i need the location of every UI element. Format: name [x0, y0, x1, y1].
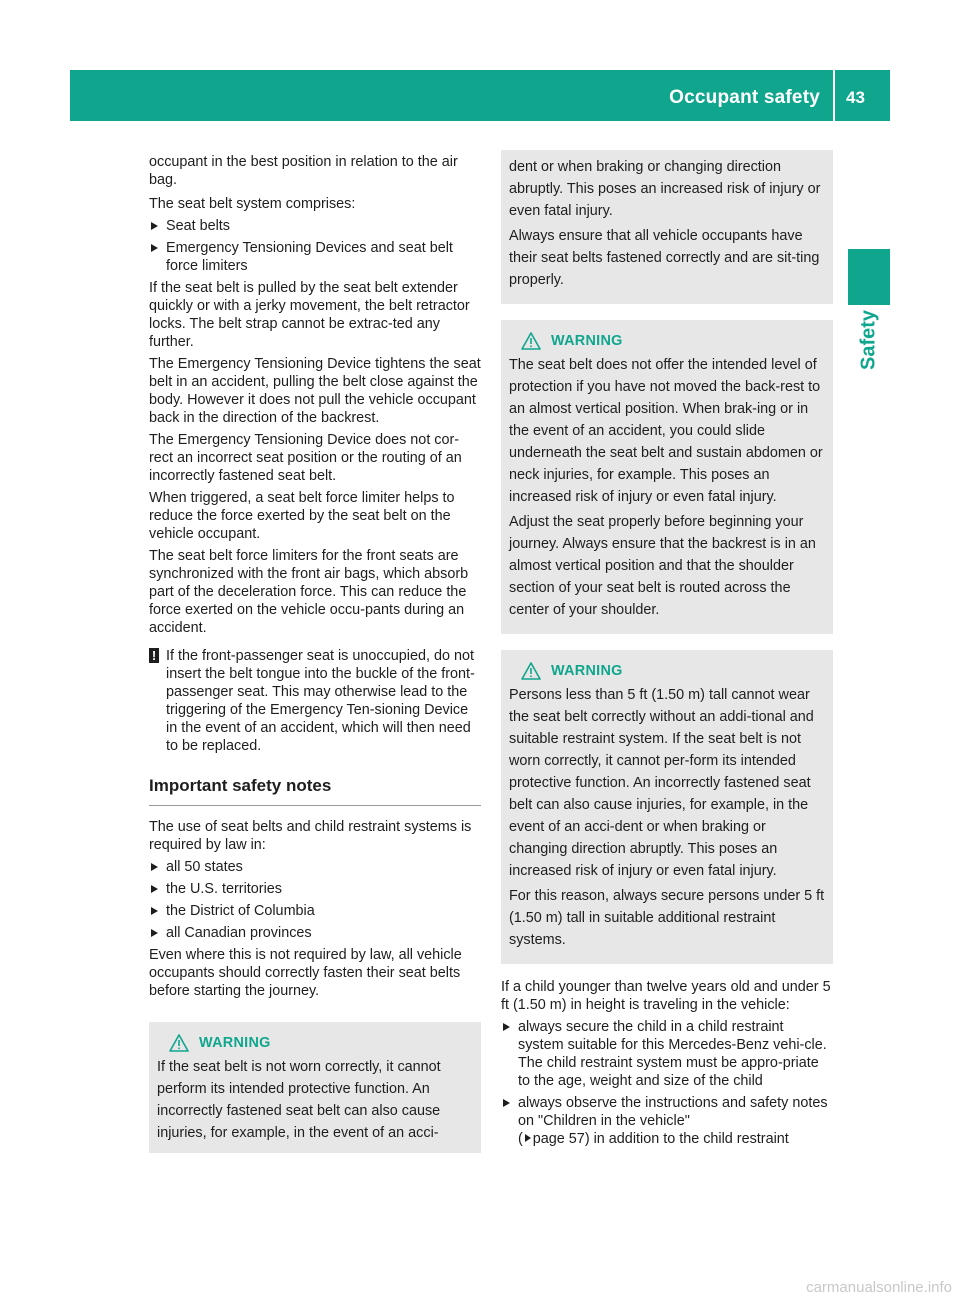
paragraph: Even where this is not required by law, all vehicle occupants should correctly fasten their seat belts before starting the journey. — [149, 947, 462, 999]
left-column — [149, 153, 481, 1153]
warning-text: If the seat belt is not worn correctly, it cannot perform its intended protective function. An incorrectly fastened seat belt can also cause injuries, for example, in the event of an acci- — [157, 1059, 441, 1141]
section-tab-marker — [848, 249, 890, 305]
paragraph: The seat belt force limiters for the front seats are synchronized with the front air bags, which absorb part of the deceleration force. This can reduce the force exerted on the vehicle occu-pants during an accident. — [149, 548, 469, 636]
warning-text: Adjust the seat properly before beginning your journey. Always ensure that the backrest is in an almost vertical position and that the shoulder section of your seat belt is routed across the center of your shoulder. — [509, 514, 816, 618]
paragraph: If a child younger than twelve years old and under 5 ft (1.50 m) in height is traveling in the vehicle: — [501, 979, 831, 1013]
list-item: all 50 states — [149, 858, 481, 876]
page-reference-arrow-icon — [525, 1134, 531, 1142]
list-item: Emergency Tensioning Devices and seat belt force limiters — [149, 239, 481, 275]
exclamation-icon: ! — [149, 648, 159, 663]
header-bar — [70, 70, 890, 121]
warning-text: The seat belt does not offer the intended level of protection if you have not moved the back-rest to an almost vertical position. When brak-ing or in the event of an accident, you could slide underneath the seat belt and sustain abdomen or neck injuries, for example. This poses an increased risk of injury or even fatal injury. — [509, 357, 823, 505]
header-separator — [833, 70, 835, 121]
list-item: the District of Columbia — [149, 902, 481, 920]
right-column — [501, 150, 833, 1152]
warning-title: WARNING — [551, 663, 623, 679]
warning-box — [149, 1022, 481, 1153]
list-item: Seat belts — [149, 217, 481, 235]
warning-triangle-icon — [169, 1034, 189, 1052]
bullet-icon — [503, 1099, 510, 1107]
warning-text: Persons less than 5 ft (1.50 m) tall cannot wear the seat belt correctly without an addi-tional and suitable restraint system. If the seat belt is not worn correctly, it cannot per-form its intended protective function. An incorrectly fastened seat belt can also cause injuries, for example, in the event of an acci-dent or when braking or changing direction abruptly. This poses an increased risk of injury or even fatal injury. — [509, 687, 814, 879]
warning-header — [157, 1032, 473, 1054]
warning-title: WARNING — [551, 333, 623, 349]
list-item: always secure the child in a child restraint system suitable for this Mercedes-Benz vehi-cle. The child restraint system must be appro-priate to the age, weight and size of the child — [501, 1018, 833, 1090]
bullet-icon — [151, 222, 158, 230]
warning-header — [509, 330, 825, 352]
warning-header — [509, 660, 825, 682]
warning-box — [501, 320, 833, 634]
list-item: the U.S. territories — [149, 880, 481, 898]
warning-triangle-icon — [521, 662, 541, 680]
bullet-icon — [151, 907, 158, 915]
warning-text: Always ensure that all vehicle occupants have their seat belts fastened correctly and are sit-ting properly. — [509, 228, 820, 288]
bullet-icon — [151, 929, 158, 937]
warning-box — [501, 650, 833, 964]
material-damage-note: ! If the front-passenger seat is unoccupied, do not insert the belt tongue into the buckle of the front-passenger seat. This may otherwise lead to the triggering of the Emergency Ten-sioning Device in the event of an accident, which will then need to be replaced. — [149, 647, 481, 755]
warning-title: WARNING — [199, 1035, 271, 1051]
list-item: all Canadian provinces — [149, 924, 481, 942]
list-item: always observe the instructions and safety notes on "Children in the vehicle" ( page 57) in addition to the child restraint — [501, 1094, 833, 1148]
bullet-icon — [151, 244, 158, 252]
bullet-icon — [503, 1023, 510, 1031]
child-safety-list — [501, 1018, 833, 1148]
page-number: 43 — [846, 88, 865, 107]
warning-box-continued — [501, 150, 833, 304]
page-reference[interactable]: ( page 57) in addition to the child restraint — [518, 1131, 789, 1147]
section-tab-label: Safety — [857, 309, 880, 371]
paragraph: The use of seat belts and child restraint systems is required by law in: — [149, 819, 472, 853]
jurisdiction-list — [149, 858, 481, 942]
paragraph: The Emergency Tensioning Device tightens the seat belt in an accident, pulling the belt close against the body. However it does not pull the vehicle occupant back in the direction of the backrest. — [149, 356, 481, 426]
paragraph: When triggered, a seat belt force limiter helps to reduce the force exerted by the seat belt on the vehicle occupant. — [149, 490, 455, 542]
warning-text: dent or when braking or changing direction abruptly. This poses an increased risk of injury or even fatal injury. — [509, 159, 821, 219]
section-heading: Important safety notes — [149, 777, 481, 806]
bullet-icon — [151, 863, 158, 871]
bullet-icon — [151, 885, 158, 893]
component-list — [149, 217, 481, 275]
paragraph: occupant in the best position in relation to the air bag. — [149, 154, 458, 188]
warning-text: For this reason, always secure persons under 5 ft (1.50 m) tall in suitable additional restraint systems. — [509, 888, 825, 948]
page-title: Occupant safety — [669, 87, 820, 108]
warning-triangle-icon — [521, 332, 541, 350]
paragraph: The Emergency Tensioning Device does not cor-rect an incorrect seat position or the routing of an incorrectly fastened seat belt. — [149, 432, 462, 484]
paragraph: If the seat belt is pulled by the seat belt extender quickly or with a jerky movement, the belt retractor locks. The belt strap cannot be extrac-ted any further. — [149, 280, 470, 350]
paragraph: The seat belt system comprises: — [149, 196, 356, 212]
watermark: carmanualsonline.info — [806, 1279, 952, 1296]
